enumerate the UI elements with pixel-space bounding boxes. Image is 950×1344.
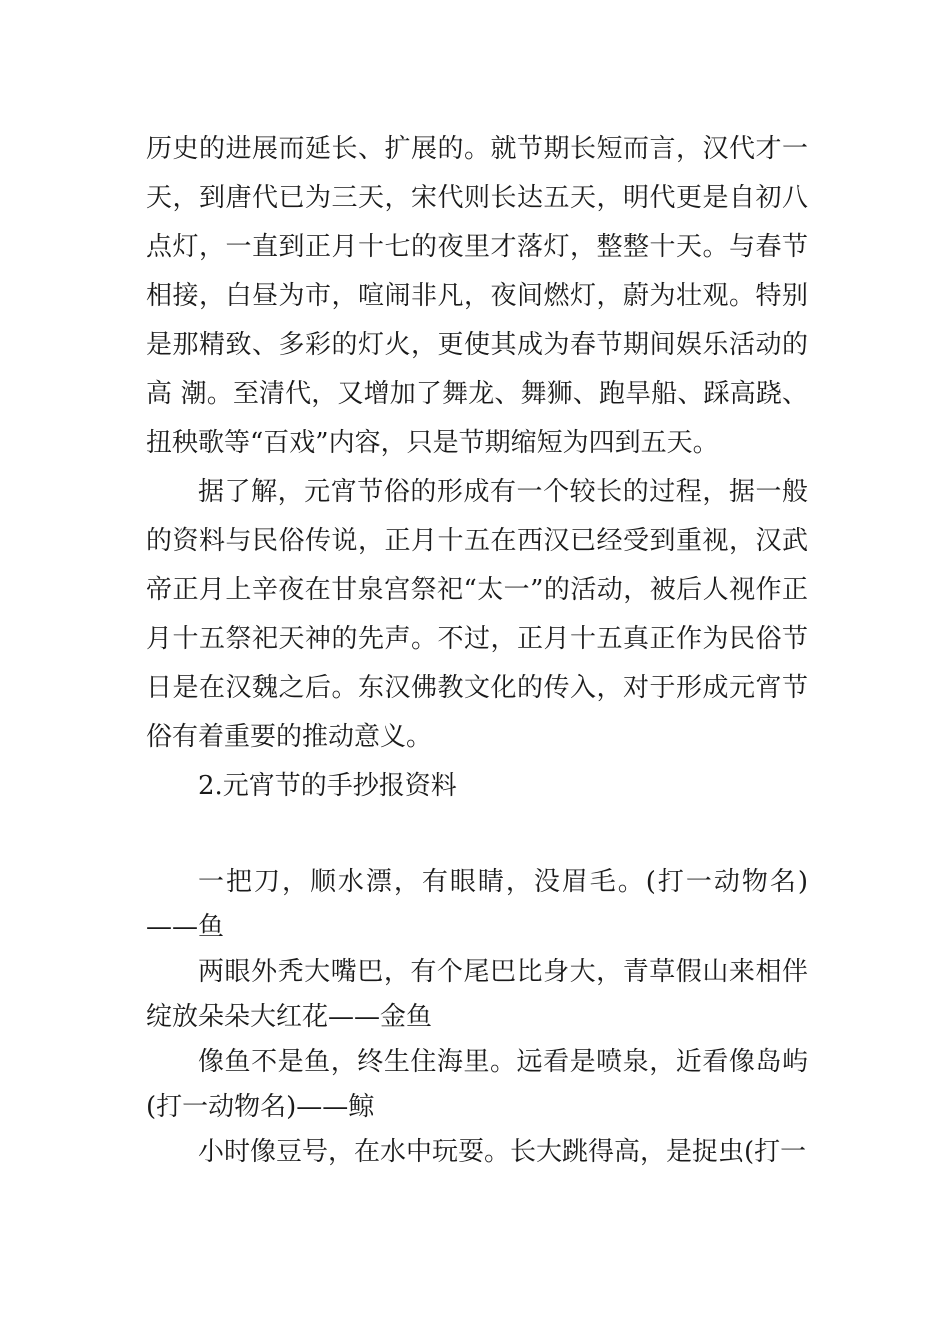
riddle-item: 一把刀，顺水漂，有眼睛，没眉毛。(打一动物名)——鱼 [146, 867, 808, 942]
section-heading: 2.元宵节的手抄报资料 [198, 771, 457, 801]
paragraph-origin-custom: 据了解，元宵节俗的形成有一个较长的过程，据一般的资料与民俗传说，正月十五在西汉已经受到重视，汉武帝正月上辛夜在甘泉宫祭祀“太一”的活动，被后人视作正月十五祭祀天神的先声。不过，正月十五真正作为民俗节日是在汉魏之后。东汉佛教文化的传入，对于形成元宵节俗有着重要的推动意义。 [146, 477, 808, 752]
riddle-item: 两眼外秃大嘴巴，有个尾巴比身大，青草假山来相伴绽放朵朵大红花——金鱼 [146, 957, 808, 1032]
riddle-item: 像鱼不是鱼，终生住海里。远看是喷泉，近看像岛屿(打一动物名)——鲸 [146, 1047, 808, 1122]
blank-line [146, 811, 808, 860]
paragraph-history-duration: 历史的进展而延长、扩展的。就节期长短而言，汉代才一天，到唐代已为三天，宋代则长达五天，明代更是自初八点灯，一直到正月十七的夜里才落灯，整整十天。与春节相接，白昼为市，喧闹非凡，夜间燃灯，蔚为壮观。特别是那精致、多彩的灯火，更使其成为春节期间娱乐活动的高 潮。至清代，又增加了舞龙、舞狮、跑旱船、踩高跷、扭秧歌等“百戏”内容，只是节期缩短为四到五天。 [146, 134, 808, 458]
riddle-item: 小时像豆号，在水中玩耍。长大跳得高，是捉虫(打一 [198, 1137, 807, 1167]
document-body [146, 125, 808, 1175]
